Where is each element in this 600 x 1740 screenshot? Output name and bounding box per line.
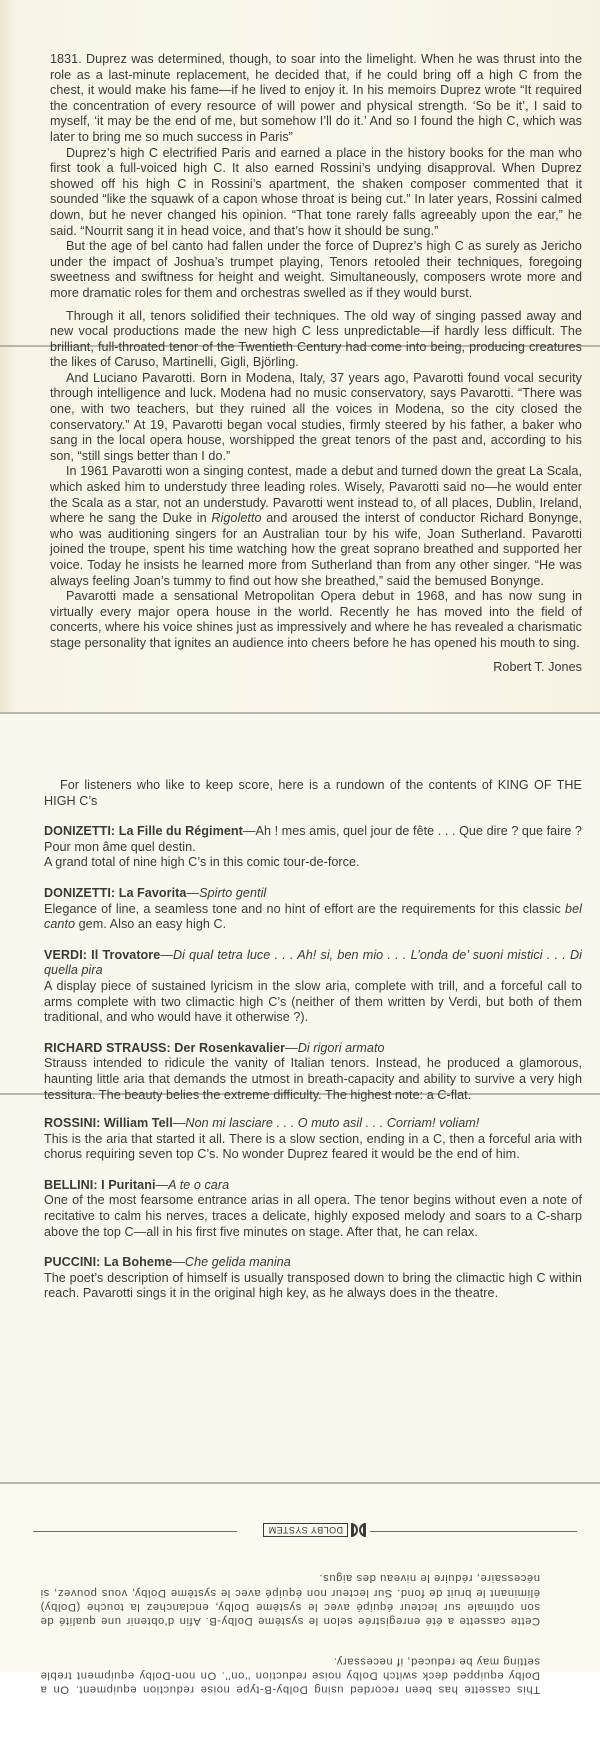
rundown-intro: For listeners who like to keep score, here is a rundown of the contents of KING OF THE HIGH C’s — [44, 778, 582, 808]
entry-description: A display piece of sustained lyricism in the slow aria, complete with trill, and a forceful call to arms complete with two climactic high C’s (neither of them written by Verdi, but both of them traditional, and who would have it otherwise ?). — [44, 978, 582, 1025]
opera-title: Rigoletto — [211, 511, 262, 526]
essay-text-span: In 1961 Pavarotti won a singing contest, made a debut and turned down the great La Scala, which asked him to understudy three leading roles. Wisely, Pavarotti said no—he would enter the Scala as a star, not an understudy. Pavarotti went instead to, of all places, Dublin, Ireland, where he sang the Duke in — [50, 464, 582, 526]
entry-aria: A te o cara — [168, 1177, 230, 1192]
double-d-icon — [351, 1523, 366, 1537]
essay-paragraph — [50, 464, 582, 589]
essay-paragraph: 1831. Duprez was determined, though, to soar into the limelight. When he was thrust into the role as a last-minute replacement, he decided that, if he could bring off a high C from the chest, it would make his fame—if he lived to enjoy it. In his memoirs Duprez wrote “It required the concentration of every resource of will power and physical strength. ‘So be it’, I said to myself, ‘it may be the end of me, but somehow I’ll do it.’ And so I found the high C, which was later to bring me so much success in Paris” — [50, 52, 582, 144]
entry-aria: Di qual tetra luce . . . Ah! si, ben mio . . . L’onda de’ suoni mistici . . . Di quella pira — [44, 947, 582, 978]
essay-paragraph: But the age of bel canto had fallen under the force of Duprez’s high C as surely as Jericho under the impact of Joshua’s trumpet playing, Tenors retooled their techniques, foregoing sweetness and swiftness for height and weight. Simultaneously, composers wrote more and more dramatic roles for them and orchestras swelled as if they would burst. — [50, 239, 582, 300]
entry-title: DONIZETTI: La Favorita — [44, 885, 187, 900]
entry-aria: Che gelida manina — [184, 1255, 291, 1270]
entry-title: BELLINI: I Puritani — [44, 1177, 156, 1192]
entry-description: The poet’s description of himself is usually transposed down to bring the climactic high C within reach. Pavarotti sings it in the original high key, as he always does in the theatre. — [44, 1270, 582, 1301]
entry-description: This is the aria that started it all. There is a slow section, ending in a C, then a forceful aria with chorus requiring seven top C’s. No wonder Duprez feared it would be the end of him. — [44, 1131, 582, 1162]
rundown-entry — [44, 824, 582, 871]
entry-dash: — — [160, 947, 173, 962]
entry-description: A grand total of nine high C’s in this comic tour-de-force. — [44, 855, 360, 870]
entry-description: Strauss intended to ridicule the vanity of Italian tenors. Instead, he produced a glamorous, haunting little aria that demands the utmost in breath-capacity and ability to survive a very high tessitura. The beauty belies the extreme difficulty. The highest note: a C-flat. — [44, 1056, 582, 1102]
fold-line — [0, 1482, 600, 1484]
author-signature: Robert T. Jones — [493, 659, 582, 674]
entry-title: DONIZETTI: La Fille du Régiment — [44, 824, 243, 839]
rundown-text — [44, 778, 582, 1302]
entry-dash: — — [155, 1177, 169, 1192]
rule-line — [370, 1531, 577, 1532]
rule-line — [33, 1531, 237, 1532]
rundown-entry — [44, 886, 582, 933]
essay-paragraph: And Luciano Pavarotti. Born in Modena, Italy, 37 years ago, Pavarotti found vocal security through intelligence and luck. Modena had no music conservatory, says Pavarotti. “There was one, with two teachers, but they ruined all the voices in Modena, so the city closed the conservatory.” At 19, Pavarotti began vocal studies, firmly steered by his father, a baker who sang in the local opera house, worshipped the great tenors of the past and, according to his son, “still sings better than I do.” — [50, 370, 582, 463]
dolby-notice-french — [40, 1571, 540, 1628]
essay-paragraph: Pavarotti made a sensational Metropolitan Opera debut in 1968, and has now sung in virtually every major opera house in the world. Recently he has moved into the field of concerts, where his voice shines just as impressively and where he has revealed a charismatic stage personality that ignites an audience into cheers before he has opened his mouth to sing. — [50, 589, 582, 650]
entry-aria: Di rigori armato — [297, 1040, 385, 1055]
notice-text: This cassette has been recorded using Dolby-B-type noise reduction equipment. On a Dolby equipped deck switch Dolby noise reduction ‘‘on’’. On non-Dolby equipment treble setting may be reduced, if necessary. — [40, 1655, 540, 1696]
rundown-entry — [44, 1178, 582, 1240]
entry-dash: — — [172, 1116, 186, 1131]
dolby-notice-english — [40, 1654, 540, 1697]
entry-aria: Spirto gentil — [199, 885, 267, 900]
essay-paragraph: Duprez’s high C electrified Paris and earned a place in the history books for the man who first took a full-voiced high C. It also earned Rossini’s undying disapproval. When Duprez showed off his high C in Rossini’s apartment, the shaken composer commented that it sounded “like the squawk of a capon whose throat is being cut.” In later years, Rossini calmed down, but he never changed his opinion. “That tone rarely falls agreeably upon the ear,” he said. “Nourrit sang it in head voice, and that’s how it should be sung.” — [50, 145, 582, 238]
entry-dash: — — [285, 1040, 298, 1055]
dolby-label: DOLBY SYSTEM — [263, 1523, 348, 1537]
essay-paragraph: Through it all, tenors solidified their techniques. The old way of singing passed away and new vocal productions made the new high C less unpredictable—if hardly less difficult. The brilliant, full-throated tenor of the Twentieth Century had come into being, producing creatures the likes of Caruso, Martinelli, Gigli, Björling. — [50, 308, 582, 370]
rundown-entry — [44, 948, 582, 1026]
entry-title: PUCCINI: La Boheme — [44, 1255, 173, 1270]
essay-text — [50, 52, 582, 675]
entry-aria: Non mi lasciare . . . O muto asil . . . Corriam! voliam! — [185, 1116, 480, 1131]
entry-dash: — — [186, 885, 200, 900]
entry-aria: Ah ! mes amis, quel jour de fête . . . Que dire ? que faire ? Pour mon âme quel destin. — [44, 824, 582, 854]
entry-description-italic: bel canto — [44, 901, 582, 932]
essay-text-span: and aroused the interst of conductor Richard Bonynge, who was auditioning singers for an Australian tour by his wife, Joan Sutherland. Pavarotti joined the troupe, spent his time watching how the great soprano breathed and supported her voice. Today he insists he learned more from Sutherland than from any other singer. “He was always feeling Joan’s tummy to find out how she breathed,” said the bemused Bonynge. — [50, 511, 583, 588]
entry-description: gem. Also an easy high C. — [75, 917, 227, 932]
entry-description: One of the most fearsome entrance arias in all opera. The tenor begins without even a note of recitative to calm his nerves, traces a delicate, highly exposed melody and soars to a C-sharp above the top C—all in his first five minutes on stage. After that, he can relax. — [44, 1193, 582, 1239]
entry-description: Elegance of line, a seamless tone and no hint of effort are the requirements for this classic — [44, 901, 566, 916]
notice-text: Cette cassette a été enregistrée selon le système Dolby-B. Afin d’obtenir une qualité de son optimale sur lecteur équipé avec le système Dolby, enclanchez la touche (Dolby) éliminant le bruit de fond. Sur lecteur non équipé avec le système Dolby, vous pouvez, si nécessaire, réduire le niveau des aigus. — [40, 1572, 540, 1627]
entry-title: RICHARD STRAUSS: Der Rosenkavalier — [44, 1040, 286, 1055]
entry-title: ROSSINI: William Tell — [44, 1116, 173, 1131]
dolby-logo — [250, 1521, 366, 1539]
entry-title: VERDI: Il Trovatore — [44, 947, 161, 962]
entry-dash: — — [172, 1255, 185, 1270]
rundown-entry — [44, 1255, 582, 1302]
rundown-entry — [44, 1041, 582, 1103]
entry-dash: — — [242, 824, 256, 839]
fold-line — [0, 712, 600, 714]
rundown-entry — [44, 1116, 582, 1163]
